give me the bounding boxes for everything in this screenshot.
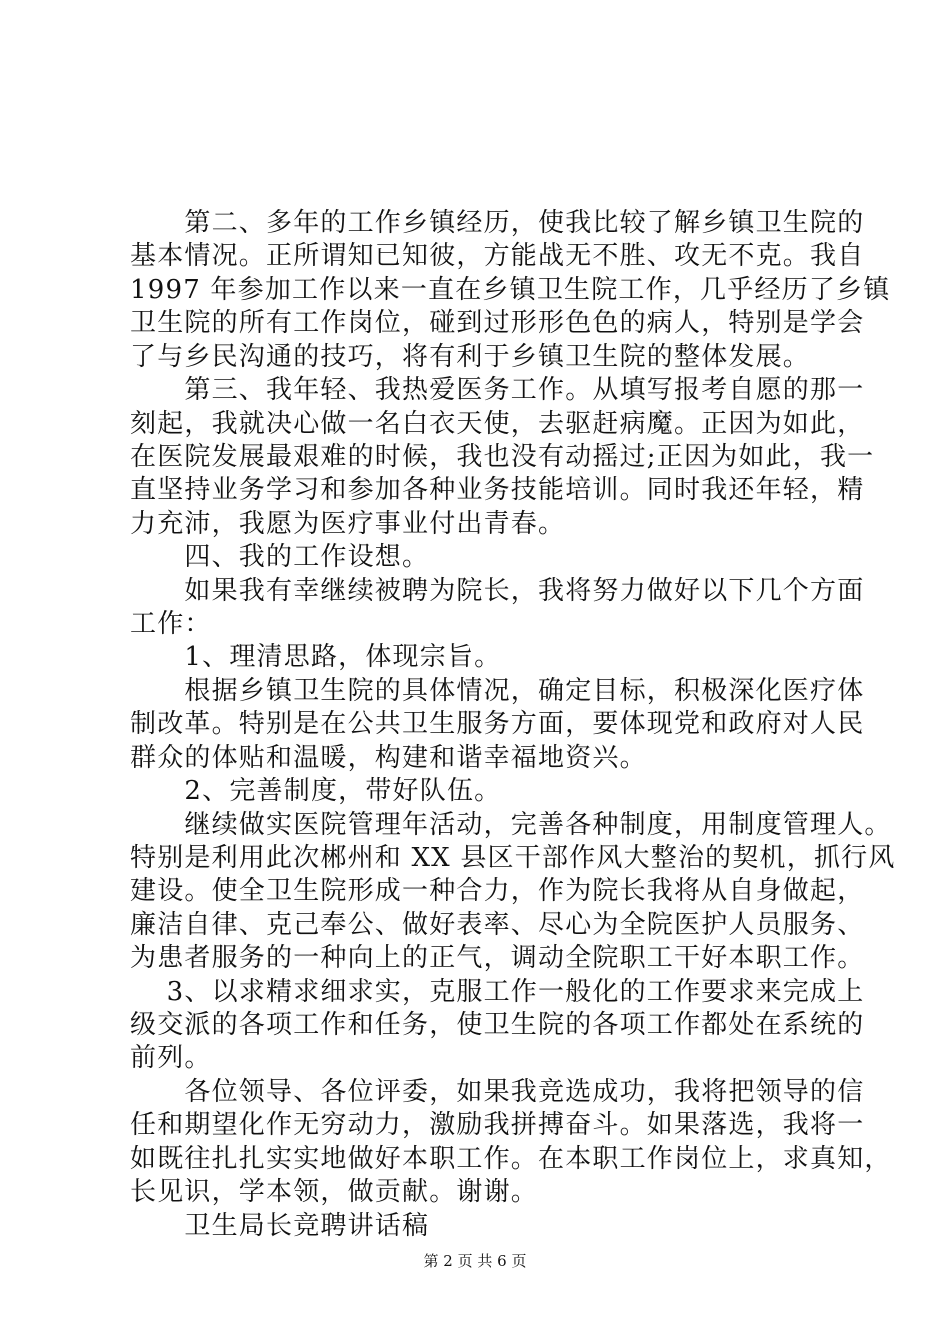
text-line: 继续做实医院管理年活动，完善各种制度，用制度管理人。	[130, 809, 892, 840]
text-line: 四、我的工作设想。	[130, 542, 430, 573]
text-line: 廉洁自律、克己奉公、做好表率、尽心为全院医护人员服务、	[130, 909, 865, 940]
text-line: 卫生局长竞聘讲话稿	[130, 1210, 430, 1241]
text-line: 如既往扎扎实实地做好本职工作。在本职工作岗位上，求真知，	[130, 1143, 892, 1174]
text-line: 长见识，学本领，做贡献。谢谢。	[130, 1177, 539, 1208]
text-line: 根据乡镇卫生院的具体情况，确定目标，积极深化医疗体	[130, 675, 865, 706]
text-line: 前列。	[130, 1043, 212, 1074]
text-line: 直坚持业务学习和参加各种业务技能培训。同时我还年轻，精	[130, 475, 865, 506]
text-line: 级交派的各项工作和任务，使卫生院的各项工作都处在系统的	[130, 1010, 865, 1041]
text-line: 任和期望化作无穷动力，激励我拼搏奋斗。如果落选，我将一	[130, 1110, 865, 1141]
text-line: 2、完善制度，带好队伍。	[130, 776, 502, 807]
text-line: 特别是利用此次郴州和 XX 县区干部作风大整治的契机，抓行风	[130, 842, 896, 873]
text-line: 在医院发展最艰难的时候，我也没有动摇过;正因为如此，我一	[130, 441, 875, 472]
text-line: 群众的体贴和温暖，构建和谐幸福地资兴。	[130, 742, 647, 773]
page-footer: 第 2 页 共 6 页	[423, 1252, 527, 1270]
text-line: 第二、多年的工作乡镇经历，使我比较了解乡镇卫生院的	[130, 208, 865, 238]
text-line: 力充沛，我愿为医疗事业付出青春。	[130, 508, 566, 539]
text-line: 第三、我年轻、我热爱医务工作。从填写报考自愿的那一	[130, 375, 865, 406]
text-line: 1997 年参加工作以来一直在乡镇卫生院工作，几乎经历了乡镇	[130, 274, 891, 305]
text-line: 工作：	[130, 609, 212, 640]
text-line: 各位领导、各位评委，如果我竞选成功，我将把领导的信	[130, 1076, 865, 1107]
text-line: 3、以求精求细求实，克服工作一般化的工作要求来完成上	[130, 976, 865, 1007]
text-line: 建设。使全卫生院形成一种合力，作为院长我将从自身做起，	[130, 876, 865, 907]
text-line: 刻起，我就决心做一名白衣天使，去驱赶病魔。正因为如此，	[130, 408, 865, 439]
text-line: 卫生院的所有工作岗位，碰到过形形色色的病人，特别是学会	[130, 308, 865, 339]
text-line: 了与乡民沟通的技巧，将有利于乡镇卫生院的整体发展。	[130, 341, 811, 372]
text-line: 1、理清思路，体现宗旨。	[130, 642, 502, 673]
text-line: 为患者服务的一种向上的正气，调动全院职工干好本职工作。	[130, 943, 865, 974]
text-line: 如果我有幸继续被聘为院长，我将努力做好以下几个方面	[130, 575, 865, 606]
text-line: 制改革。特别是在公共卫生服务方面，要体现党和政府对人民	[130, 709, 865, 740]
text-line: 基本情况。正所谓知已知彼，方能战无不胜、攻无不克。我自	[130, 241, 865, 272]
